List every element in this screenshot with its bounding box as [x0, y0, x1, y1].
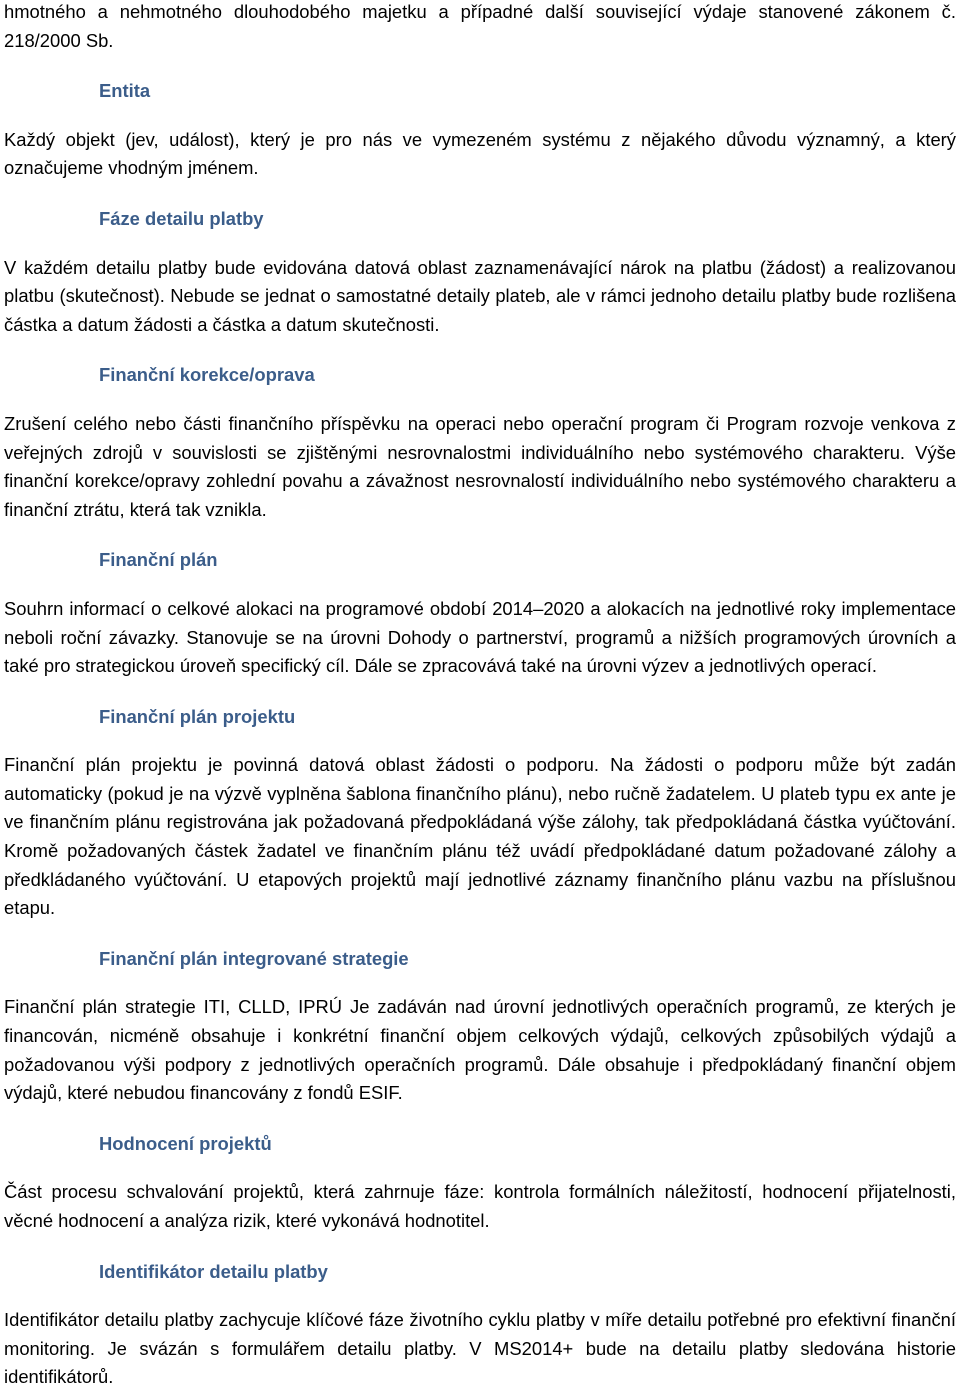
spacer [0, 183, 960, 205]
term-heading-financni-plan: Finanční plán [99, 549, 218, 571]
spacer [0, 1108, 960, 1130]
term-definition-identifikator-detailu-platby: Identifikátor detailu platby zachycuje klíčové fáze životního cyklu platby v míře detailu potřebné pro efektivní finanční monitoring. Je svázán s formulářem detailu platby. V MS2014+ bude na detailu platby sledována historie identifikátorů. [4, 1309, 956, 1388]
spacer [0, 234, 960, 254]
spacer [0, 55, 960, 77]
spacer [0, 681, 960, 703]
spacer [0, 390, 960, 410]
spacer [0, 1236, 960, 1258]
term-heading-entita: Entita [99, 80, 151, 102]
term-definition-financni-plan-projektu: Finanční plán projektu je povinná datová oblast žádosti o podporu. Na žádosti o podporu může být zadán automaticky (pokud je na výzvě vyplněna šablona finančního plánu), nebo ručně žadatelem. U plateb typu ex ante je ve finančním plánu registrována jak požadovaná předpokládaná výše zálohy, tak předpokládaná částka vyúčtování. Kromě požadovaných částek žadatel ve finančním plánu též uvádí předpokládané datum požadované zálohy a předkládaného vyúčtování. U etapových projektů mají jednotlivé záznamy finančního plánu vazbu na příslušnou etapu. [4, 754, 956, 919]
term-heading-hodnoceni-projektu: Hodnocení projektů [99, 1132, 272, 1154]
term-definition-hodnoceni-projektu: Část procesu schvalování projektů, která zahrnuje fáze: kontrola formálních náležitostí, hodnocení přijatelnosti, věcné hodnocení a analýza rizik, které vykonává hodnotitel. [4, 1181, 956, 1231]
spacer [0, 923, 960, 945]
intro-paragraph: hmotného a nehmotného dlouhodobého majetku a případné další související výdaje stanovené zákonem č. 218/2000 Sb. [4, 1, 956, 51]
term-definition-faze-detailu-platby: V každém detailu platby bude evidována datová oblast zaznamenávající nárok na platbu (žádost) a realizovanou platbu (skutečnost). Nebude se jednat o samostatné detaily plateb, ale v rámci jednoho detailu platby bude rozlišena částka a datum žádosti a částka a datum skutečnosti. [4, 256, 956, 335]
spacer [0, 1286, 960, 1306]
spacer [0, 575, 960, 595]
term-heading-faze-detailu-platby: Fáze detailu platby [99, 207, 264, 229]
term-heading-financni-korekce: Finanční korekce/oprava [99, 364, 315, 386]
term-definition-financni-plan: Souhrn informací o celkové alokaci na programové období 2014–2020 a alokacích na jednotlivé roky implementace neboli roční závazky. Stanovuje se na úrovni Dohody o partnerství, programů a nižších programových úrovních a také pro strategickou úroveň specifický cíl. Dále se zpracovává také na úrovni výzev a jednotlivých operací. [4, 597, 956, 677]
term-definition-financni-korekce: Zrušení celého nebo části finančního příspěvku na operaci nebo operační program či Program rozvoje venkova z veřejných zdrojů v souvislosti se zjištěnými nesrovnalostmi individuálního nebo systémového charakteru. Výše finanční korekce/opravy zohlední povahu a závažnost nesrovnalostí individuálního nebo systémového charakteru a finanční ztrátu, která tak vznikla. [4, 412, 956, 520]
term-heading-financni-plan-projektu: Finanční plán projektu [99, 705, 296, 727]
spacer [0, 339, 960, 361]
spacer [0, 1158, 960, 1178]
spacer [0, 106, 960, 126]
spacer [0, 731, 960, 751]
term-heading-financni-plan-integrovane-strategie: Finanční plán integrované strategie [99, 947, 409, 969]
term-heading-identifikator-detailu-platby: Identifikátor detailu platby [99, 1260, 328, 1282]
spacer [0, 524, 960, 546]
spacer [0, 973, 960, 993]
term-definition-financni-plan-integrovane-strategie: Finanční plán strategie ITI, CLLD, IPRÚ Je zadáván nad úrovní jednotlivých operačních programů, ze kterých je financován, nicméně obsahuje i konkrétní finanční objem celkových výdajů, celkových způsobilých výdajů a požadovanou výši podpory z jednotlivých operačních programů. Dále obsahuje i předpokládaný finanční objem výdajů, které nebudou financovány z fondů ESIF. [4, 996, 956, 1104]
term-definition-entita: Každý objekt (jev, událost), který je pro nás ve vymezeném systému z nějakého důvodu významný, a který označujeme vhodným jménem. [4, 128, 956, 179]
